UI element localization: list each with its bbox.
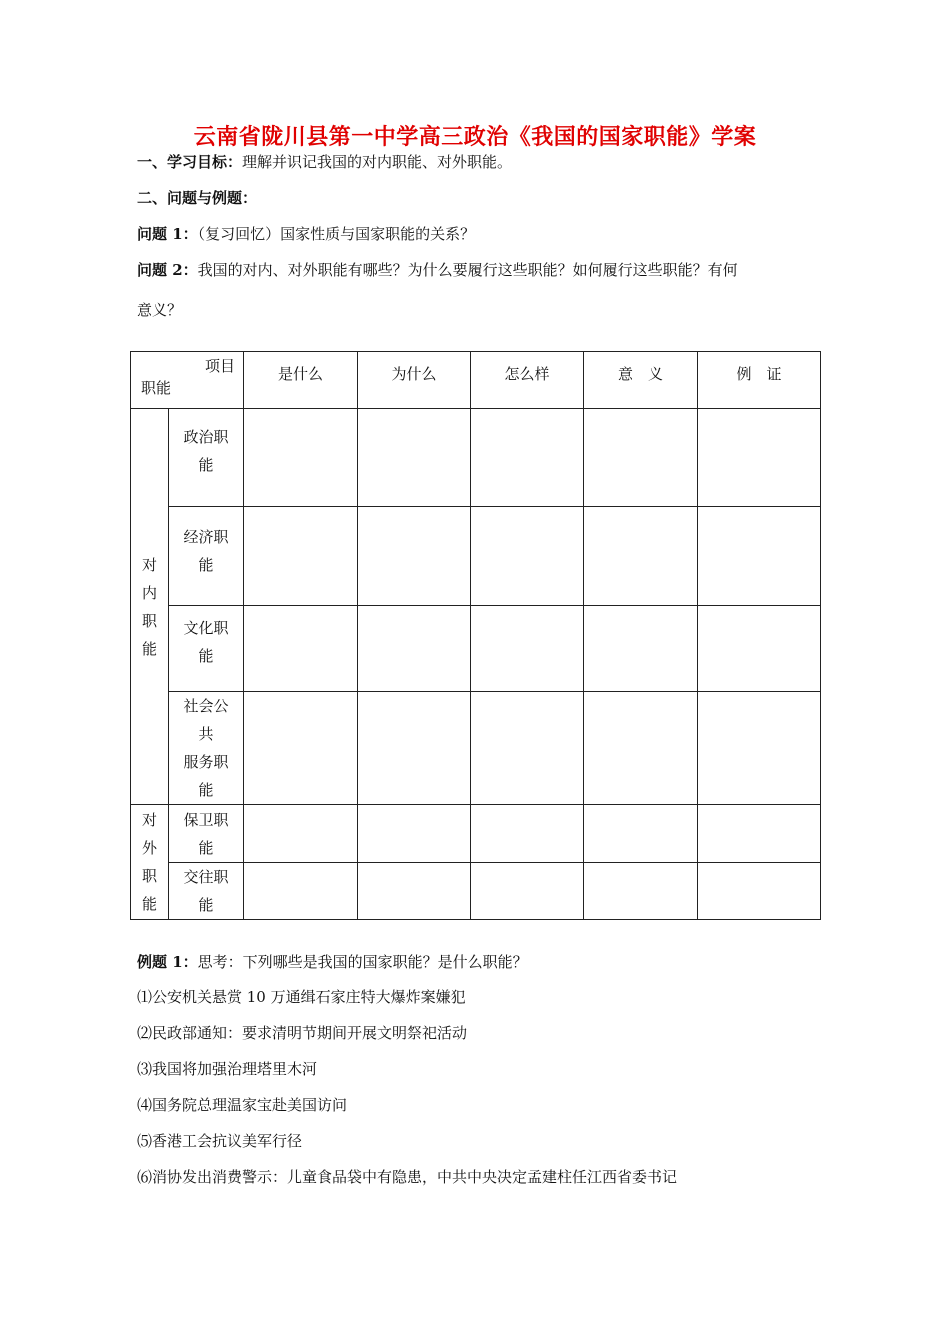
answer-cell[interactable]: [471, 863, 584, 920]
column-header-significance: 意 义: [584, 352, 698, 409]
answer-cell[interactable]: [244, 692, 358, 805]
column-header-why: 为什么: [358, 352, 471, 409]
answer-cell[interactable]: [698, 692, 821, 805]
answer-cell[interactable]: [584, 507, 698, 606]
answer-cell[interactable]: [584, 805, 698, 863]
answer-cell[interactable]: [471, 507, 584, 606]
answer-cell[interactable]: [244, 805, 358, 863]
row-label-public-service: 社会公 共 服务职 能: [169, 692, 244, 805]
answer-cell[interactable]: [471, 692, 584, 805]
answer-cell[interactable]: [584, 606, 698, 692]
answer-cell[interactable]: [584, 692, 698, 805]
answer-cell[interactable]: [584, 863, 698, 920]
list-item: ⑶我国将加强治理塔里木河: [137, 1060, 318, 1078]
example-1-text: 思考：下列哪些是我国的国家职能？是什么职能？: [197, 953, 528, 971]
column-header-evidence: 例 证: [698, 352, 821, 409]
answer-cell[interactable]: [698, 606, 821, 692]
answer-cell[interactable]: [358, 606, 471, 692]
question-1-label: 问题 1：: [137, 225, 198, 243]
question-2: [137, 260, 738, 280]
group-external-functions: 对 外 职 能: [131, 805, 169, 920]
question-2-label: 问题 2：: [137, 261, 198, 279]
learning-goal-text: 理解并识记我国的对内职能、对外职能。: [242, 153, 513, 171]
column-header-how: 怎么样: [471, 352, 584, 409]
row-label-economic: 经济职 能: [169, 507, 244, 606]
answer-cell[interactable]: [358, 507, 471, 606]
row-label-political: 政治职 能: [169, 409, 244, 507]
section-heading-questions: 二、问题与例题：: [137, 189, 258, 207]
row-label-diplomatic: 交往职 能: [169, 863, 244, 920]
corner-label-functions: 职能: [141, 379, 172, 397]
example-1: [137, 952, 528, 972]
functions-table: [130, 351, 821, 920]
question-1: [137, 224, 475, 244]
list-item: ⑵民政部通知：要求清明节期间开展文明祭祀活动: [137, 1024, 468, 1042]
learning-goal: [137, 152, 512, 172]
list-item: ⑸香港工会抗议美军行径: [137, 1132, 303, 1150]
answer-cell[interactable]: [471, 409, 584, 507]
answer-cell[interactable]: [698, 507, 821, 606]
corner-label-items: 项目: [204, 357, 235, 375]
row-label-cultural: 文化职 能: [169, 606, 244, 692]
answer-cell[interactable]: [471, 805, 584, 863]
answer-cell[interactable]: [244, 409, 358, 507]
answer-cell[interactable]: [698, 409, 821, 507]
answer-cell[interactable]: [358, 863, 471, 920]
table-corner-header: [131, 352, 244, 409]
column-header-what: 是什么: [244, 352, 358, 409]
list-item: ⑹消协发出消费警示：儿童食品袋中有隐患，中共中央决定孟建柱任江西省委书记: [137, 1168, 678, 1186]
row-label-defense: 保卫职 能: [169, 805, 244, 863]
learning-goal-label: 一、学习目标：: [137, 153, 243, 171]
answer-cell[interactable]: [471, 606, 584, 692]
answer-cell[interactable]: [244, 863, 358, 920]
list-item: ⑴公安机关悬赏 10 万通缉石家庄特大爆炸案嫌犯: [137, 988, 466, 1006]
answer-cell[interactable]: [358, 805, 471, 863]
answer-cell[interactable]: [698, 805, 821, 863]
answer-cell[interactable]: [584, 409, 698, 507]
question-1-text: （复习回忆）国家性质与国家职能的关系？: [197, 225, 476, 243]
answer-cell[interactable]: [358, 409, 471, 507]
list-item: ⑷国务院总理温家宝赴美国访问: [137, 1096, 348, 1114]
page-title: 云南省陇川县第一中学高三政治《我国的国家职能》学案: [193, 124, 757, 150]
answer-cell[interactable]: [244, 507, 358, 606]
group-internal-functions: 对 内 职 能: [131, 409, 169, 805]
answer-cell[interactable]: [358, 692, 471, 805]
answer-cell[interactable]: [698, 863, 821, 920]
answer-cell[interactable]: [244, 606, 358, 692]
question-2-text: 我国的对内、对外职能有哪些？为什么要履行这些职能？如何履行这些职能？有何: [197, 261, 738, 279]
question-2-continued: 意义？: [137, 301, 183, 319]
example-1-label: 例题 1：: [137, 953, 198, 971]
